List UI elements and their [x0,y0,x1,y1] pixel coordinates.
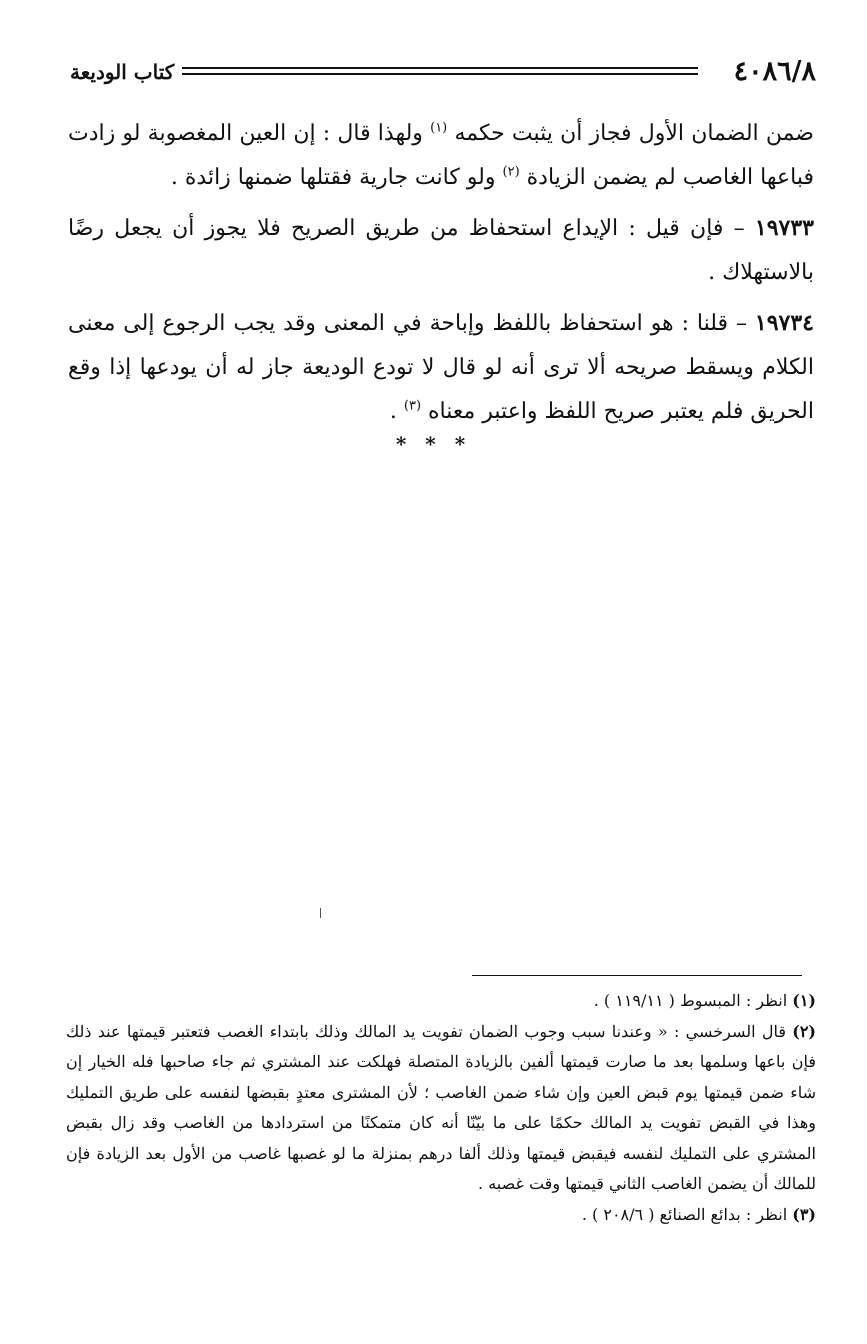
footnote-2 [66,1017,816,1200]
footnote-number: (٣) [792,1204,816,1224]
page-number: ٤٠٨٦/٨ [733,56,816,87]
footnote-number: (١) [792,991,816,1010]
footnote-text: انظر : المبسوط ( ١١٩/١١ ) . [593,991,788,1010]
header-double-rule [182,67,698,75]
footnote-reference[interactable]: (٢) [502,164,520,180]
footnotes [66,986,816,1230]
paragraph-19733 [68,206,814,295]
main-text [68,112,814,440]
footnote-1 [66,986,816,1017]
paragraph-number: ١٩٧٣٤ [754,310,814,336]
book-title: كتاب الوديعة [70,60,175,84]
scan-mark [320,908,321,918]
footnote-3 [66,1200,816,1231]
paragraph-text: – فإن قيل : الإيداع استحفاظ من طريق الصريح فلا يجوز أن يجعل رضًا بالاستهلاك . [68,216,814,285]
paragraph-end: . [389,399,397,424]
paragraph-19734 [68,301,814,434]
footnote-number: (٢) [792,1021,816,1041]
footnote-reference[interactable]: (١) [430,120,448,136]
paragraph-number: ١٩٧٣٣ [754,215,814,241]
paragraph-text: – قلنا : هو استحفاظ باللفظ وإباحة في المعنى وقد يجب الرجوع إلى معنى الكلام ويسقط صريحه ألا ترى أنه لو قال لا تودع الوديعة جاز له أن يودعها إذا وقع الحريق فلم يعتبر صريح اللفظ واعتبر معناه [68,311,814,424]
paragraph-text: ولهذا قال : إن العين المغصوبة لو زادت فباعها الغاصب لم يضمن الزيادة [68,121,814,190]
section-separator: * * * [395,432,472,456]
running-header [70,52,816,92]
footnote-text: قال السرخسي : « وعندنا سبب وجوب الضمان تفويت يد المالك وذلك بابتداء الغصب فتعتبر قيمتها عند ذلك فإن باعها وسلمها بعد ما صارت قيمتها ألفين بالزيادة المتصلة فهلكت عند المشتري ثم جاء صاحبها فله الخيار إن شاء ضمن قيمتها يوم قبض العين وإن شاء ضمن الغاصب ؛ لأن المشترى معتدٍ بقبضها لنفسه على طريق التمليك وهذا في القبض تفويت يد المالك حكمًا على ما بيّنّا أنه كان متمكنًا من استردادها من الغاصب وقد زال بقبض المشتري على التمليك لنفسه فيقبض قيمتها وذلك ألفا درهم بمنزلة ما لو غصبها غاصب من الأول بعد الزيادة فإن للمالك أن يضمن الغاصب الثاني قيمتها وقت غصبه . [66,1021,816,1193]
paragraph-continuation [68,112,814,200]
footnote-rule [472,975,802,976]
footnote-reference[interactable]: (٣) [403,398,422,414]
footnote-text: انظر : بدائع الصنائع ( ٢٠٨/٦ ) . [581,1204,788,1224]
paragraph-text: ضمن الضمان الأول فجاز أن يثبت حكمه [454,121,814,146]
paragraph-text: ولو كانت جارية فقتلها ضمنها زائدة . [170,165,496,190]
